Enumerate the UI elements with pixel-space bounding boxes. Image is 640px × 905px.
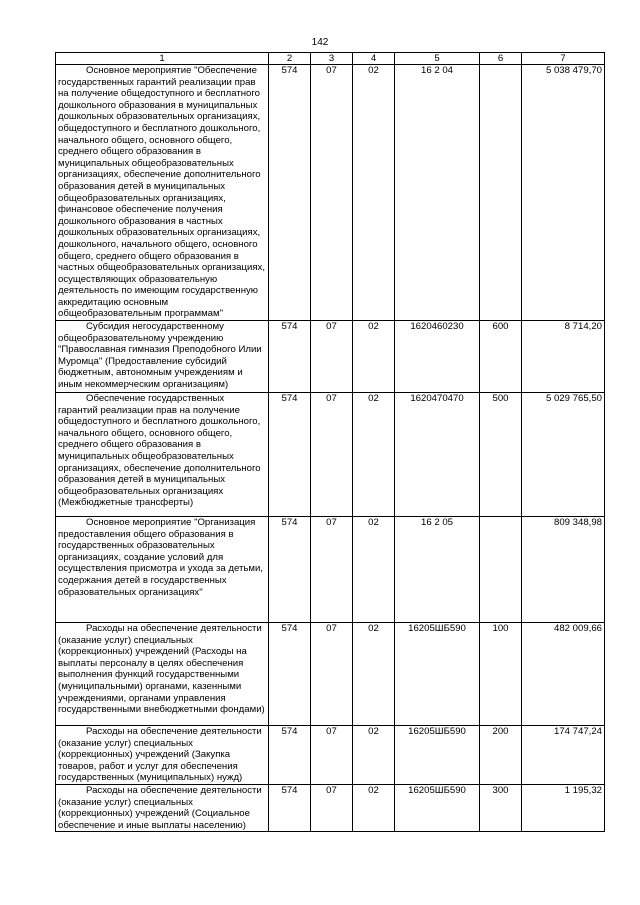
- table-row: [56, 623, 605, 726]
- column-header: 4: [353, 53, 395, 65]
- column-header: 6: [480, 53, 522, 65]
- cell-col5: 16205ШБ590: [395, 785, 480, 832]
- cell-col7: 809 348,98: [522, 517, 605, 623]
- cell-col3: 07: [311, 623, 353, 726]
- cell-col2: 574: [269, 623, 311, 726]
- cell-col6: 200: [480, 726, 522, 785]
- cell-col2: 574: [269, 393, 311, 517]
- table-row: [56, 65, 605, 321]
- cell-col7: 1 195,32: [522, 785, 605, 832]
- row-name: Основное мероприятие "Обеспечение государственных гарантий реализации прав на получение общедоступного и бесплатного дошкольного образования в муниципальных дошкольных образовательных организациях, общедоступного и бесплатного дошкольного, начального общего, основного общего, среднего общего образования в муниципальных общеобразовательных организациях, обеспечение дополнительного образования детей в муниципальных общеобразовательных организациях, финансовое обеспечение получения дошкольного образования в частных дошкольных образовательных организациях, дошкольного, начального общего, основного общего, среднего общего образования в частных общеобразовательных организациях, осуществляющих образовательную деятельность по имеющим государственную аккредитацию основным общеобразовательным программам": [58, 65, 266, 320]
- table-header-row: [56, 53, 605, 65]
- cell-col6: 600: [480, 321, 522, 393]
- row-name: Расходы на обеспечение деятельности (оказание услуг) специальных (коррекционных) учреждений (Расходы на выплаты персоналу в целях обеспечения выполнения функций государственными (муниципальными) органами, казенными учреждениями, органами управления государственными внебюджетными фондами): [58, 623, 265, 716]
- row-name-cell: [56, 726, 269, 785]
- cell-col4: 02: [353, 517, 395, 623]
- cell-col7: 5 038 479,70: [522, 65, 605, 321]
- cell-col4: 02: [353, 321, 395, 393]
- cell-col5: 16205ШБ590: [395, 623, 480, 726]
- column-header: 2: [269, 53, 311, 65]
- page-number: 142: [311, 37, 329, 48]
- row-name-cell: [56, 785, 269, 832]
- cell-col6: 100: [480, 623, 522, 726]
- row-name: Расходы на обеспечение деятельности (оказание услуг) специальных (коррекционных) учреждений (Социальное обеспечение и иные выплаты населению): [58, 785, 262, 831]
- cell-col3: 07: [311, 393, 353, 517]
- cell-col5: 16 2 04: [395, 65, 480, 321]
- table-row: [56, 726, 605, 785]
- column-header: 7: [522, 53, 605, 65]
- row-name-cell: [56, 321, 269, 393]
- row-name-cell: [56, 65, 269, 321]
- cell-col7: 482 009,66: [522, 623, 605, 726]
- cell-col7: 174 747,24: [522, 726, 605, 785]
- row-name-cell: [56, 623, 269, 726]
- cell-col2: 574: [269, 321, 311, 393]
- cell-col3: 07: [311, 517, 353, 623]
- cell-col3: 07: [311, 65, 353, 321]
- row-name: Расходы на обеспечение деятельности (оказание услуг) специальных (коррекционных) учреждений (Закупка товаров, работ и услуг для обеспечения государственных (муниципальных) нужд): [58, 726, 262, 784]
- column-header: 1: [56, 53, 269, 65]
- column-header: 5: [395, 53, 480, 65]
- cell-col3: 07: [311, 785, 353, 832]
- row-name: Субсидия негосударственному общеобразовательному учреждению "Православная гимназия Преподобного Илии Муромца" (Предоставление субсидий бюджетным, автономным учреждениям и иным некоммерческим организациям): [58, 321, 262, 391]
- table-row: [56, 517, 605, 623]
- table-row: [56, 785, 605, 832]
- cell-col6: [480, 65, 522, 321]
- row-name: Обеспечение государственных гарантий реализации прав на получение общедоступного и бесплатного дошкольного, начального общего, основного общего, среднего общего образования в муниципальных общеобразовательных организациях, обеспечение дополнительного образования детей в муниципальных общеобразовательных организациях (Межбюджетные трансферты): [58, 393, 261, 509]
- cell-col5: 16205ШБ590: [395, 726, 480, 785]
- budget-table: [55, 52, 605, 832]
- cell-col5: 16 2 05: [395, 517, 480, 623]
- cell-col4: 02: [353, 393, 395, 517]
- cell-col3: 07: [311, 321, 353, 393]
- cell-col3: 07: [311, 726, 353, 785]
- row-name-cell: [56, 517, 269, 623]
- column-header: 3: [311, 53, 353, 65]
- cell-col6: [480, 517, 522, 623]
- cell-col4: 02: [353, 65, 395, 321]
- row-name-cell: [56, 393, 269, 517]
- cell-col4: 02: [353, 623, 395, 726]
- cell-col2: 574: [269, 517, 311, 623]
- cell-col6: 300: [480, 785, 522, 832]
- cell-col2: 574: [269, 726, 311, 785]
- cell-col5: 1620460230: [395, 321, 480, 393]
- cell-col4: 02: [353, 726, 395, 785]
- row-name: Основное мероприятие "Организация предоставления общего образования в государственных образовательных организациях, создание условий для осуществления присмотра и ухода за детьми, содержания детей в государственных образовательных организациях": [58, 517, 263, 598]
- cell-col2: 574: [269, 65, 311, 321]
- cell-col2: 574: [269, 785, 311, 832]
- cell-col7: 5 029 765,50: [522, 393, 605, 517]
- cell-col7: 8 714,20: [522, 321, 605, 393]
- table-row: [56, 393, 605, 517]
- cell-col6: 500: [480, 393, 522, 517]
- cell-col4: 02: [353, 785, 395, 832]
- table-row: [56, 321, 605, 393]
- cell-col5: 1620470470: [395, 393, 480, 517]
